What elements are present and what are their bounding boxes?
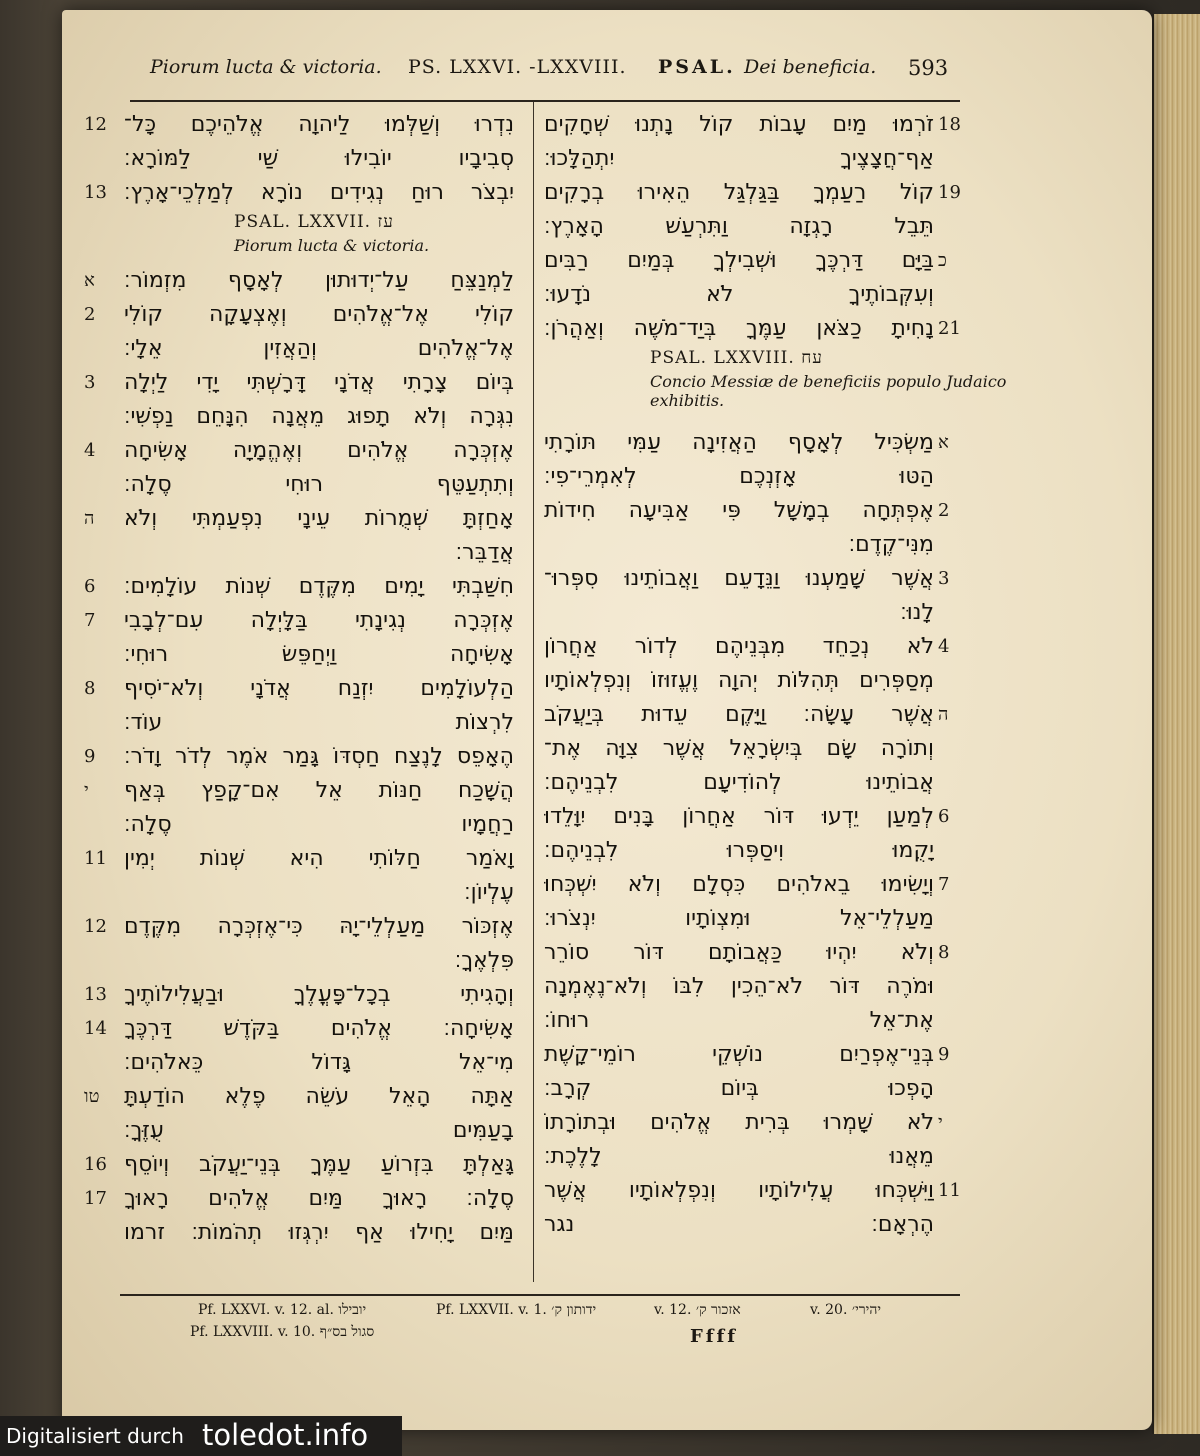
hebrew-line: אַף־חֲצָצֶיךָ יִתְהַלָּכוּ׃ [544, 146, 934, 171]
hebrew-line: הֶאָפֵס לָנֶצַח חַסְדּוֹ גָּמַר אֹמֶר לְדֹר וָדֹר׃ [124, 744, 514, 769]
hebrew-line: בַּיָּם דַּרְכֶּךָ וּשְׁבִילְךָ בְּמַיִם רַבִּים [544, 248, 934, 273]
hebrew-line: לֹא שָׁמְרוּ בְּרִית אֱלֹהִים וּבְתוֹרָתוֹ [544, 1110, 934, 1135]
hebrew-line: הָפְכוּ בְּיוֹם קְרָב׃ [544, 1076, 934, 1101]
verse-number: ה [938, 704, 949, 725]
hebrew-line: יִבְצֹר רוּחַ נְגִידִים נוֹרָא לְמַלְכֵי־אָרֶץ׃ [124, 180, 514, 205]
signature-mark: Ffff [690, 1326, 739, 1347]
hebrew-line: לִרְצוֹת עוֹד׃ [124, 710, 514, 735]
psalm-subtitle: Piorum lucta & victoria. [234, 236, 430, 255]
hebrew-line: קוֹל רַעַמְךָ בַּגַּלְגַּל הֵאִירוּ בְרָקִים [544, 180, 934, 205]
page-edges [1152, 14, 1200, 1434]
hebrew-line: לֹא נְכַחֵד מִבְּנֵיהֶם לְדוֹר אַחֲרוֹן [544, 634, 934, 659]
hebrew-line: גָּאַלְתָּ בִּזְרוֹעַ עַמֶּךָ בְּנֵי־יַעֲקֹב וְיוֹסֵף [124, 1152, 514, 1177]
verse-number: 8 [84, 678, 96, 699]
verse-number: 14 [84, 1018, 107, 1039]
hebrew-line: פִּלְאֶךָ׃ [454, 948, 514, 973]
hebrew-line: לָנוּ׃ [900, 600, 934, 625]
footnote-ps76: Pf. LXXVI. v. 12. al. יובילו [198, 1302, 367, 1318]
hebrew-line: בָעַמִּים עֻזֶּךָ׃ [124, 1118, 514, 1143]
verse-number: 7 [938, 874, 950, 895]
verse-number: 3 [938, 568, 950, 589]
running-head-center: PS. LXXVI. -LXXVIII. [408, 56, 627, 78]
hebrew-line: עֶלְיוֹן׃ [464, 880, 514, 905]
hebrew-line: הַטּוּ אָזְנְכֶם לְאִמְרֵי־פִי׃ [544, 464, 934, 489]
digitization-watermark [0, 1416, 402, 1456]
verse-number: 9 [84, 746, 96, 767]
hebrew-line: וְלֹא יִהְיוּ כַּאֲבוֹתָם דּוֹר סוֹרֵר [544, 940, 934, 965]
page-number: 593 [908, 56, 949, 80]
verse-number: 6 [84, 576, 96, 597]
verse-number: 21 [938, 318, 961, 339]
hebrew-line: רַחֲמָיו סֶלָה׃ [124, 812, 514, 837]
hebrew-line: וְתִתְעַטֵּף רוּחִי סֶלָה׃ [124, 472, 514, 497]
column-divider [533, 102, 534, 1282]
hebrew-line: אָחַזְתָּ שְׁמֻרוֹת עֵינָי נִפְעַמְתִּי וְלֹא [124, 506, 514, 531]
hebrew-line: וְעִקְּבוֹתֶיךָ לֹא נֹדָעוּ׃ [544, 282, 934, 307]
verse-number: 13 [84, 182, 107, 203]
hebrew-line: זֹרְמוּ מַיִם עָבוֹת קוֹל נָתְנוּ שְׁחָקִים [544, 112, 934, 137]
verse-number: 17 [84, 1188, 107, 1209]
watermark-site: toledot.info [202, 1418, 369, 1452]
watermark-prefix: Digitalisiert durch [6, 1424, 184, 1448]
hebrew-line: אֶזְכּוֹר מַעַלְלֵי־יָהּ כִּי־אֶזְכְּרָה מִקֶּדֶם [124, 914, 514, 939]
verse-number: 6 [938, 806, 950, 827]
hebrew-line: אֲשֶׁר שָׁמַעְנוּ וַנֵּדָעֵם וַאֲבוֹתֵינוּ סִפְּרוּ־ [544, 566, 934, 591]
hebrew-line: בְּיוֹם צָרָתִי אֲדֹנָי דָּרָשְׁתִּי יָדִי לַיְלָה [124, 370, 514, 395]
running-head-psal: PSAL. [658, 56, 736, 78]
hebrew-line: מֵאֲנוּ לָלֶכֶת׃ [544, 1144, 934, 1169]
hebrew-line: אֲבוֹתֵינוּ לְהוֹדִיעָם לִבְנֵיהֶם׃ [544, 770, 934, 795]
hebrew-line: וּמֹרֶה דּוֹר לֹא־הֵכִין לִבּוֹ וְלֹא־נֶאֶמְנָה [544, 974, 934, 999]
hebrew-line: אֶזְכְּרָה נְגִינָתִי בַּלָּיְלָה עִם־לְבָבִי [124, 608, 514, 633]
hebrew-line: וְיָשִׂימוּ בֵאלֹהִים כִּסְלָם וְלֹא יִשְׁכְּחוּ [544, 872, 934, 897]
hebrew-line: מִי־אֵל גָּדוֹל כֵּאלֹהִים׃ [124, 1050, 514, 1075]
hebrew-line: לַמְנַצֵּחַ עַל־יְדוּתוּן לְאָסָף מִזְמוֹר׃ [124, 268, 514, 293]
psalm-subtitle: Concio Messiæ de beneficiis populo Judaico exhibitis. [650, 372, 1007, 410]
hebrew-line: אֲדַבֵּר׃ [455, 540, 514, 565]
hebrew-line: נִדְרוּ וְשַׁלְּמוּ לַיהוָה אֱלֹהֵיכֶם כָּל־ [124, 112, 514, 137]
hebrew-line: אֲשֶׁר עָשָׂה׃ וַיָּקֶם עֵדוּת בְּיַעֲקֹב [544, 702, 934, 727]
verse-number: 12 [84, 114, 107, 135]
hebrew-line: סֶלָה׃ רָאוּךָ מַּיִם אֱלֹהִים רָאוּךָ [124, 1186, 514, 1211]
hebrew-line: הֶרְאָם׃ נגר [544, 1212, 934, 1237]
hebrew-line: וְהָגִיתִי בְכָל־פָּעֳלֶךָ וּבַעֲלִילוֹתֶיךָ [124, 982, 514, 1007]
hebrew-line: אֶפְתְּחָה בְמָשָׁל פִּי אַבִּיעָה חִידוֹת [544, 498, 934, 523]
verse-number: 12 [84, 916, 107, 937]
hebrew-line: לְמַעַן יֵדְעוּ דּוֹר אַחֲרוֹן בָּנִים יִוָּלֵדוּ [544, 804, 934, 829]
hebrew-line: אָשִׂיחָה׃ אֱלֹהִים בַּקֹּדֶשׁ דַּרְכֶּךָ [124, 1016, 514, 1041]
hebrew-line: אָשִׂיחָה וַיְחַפֵּשׂ רוּחִי׃ [124, 642, 514, 667]
verse-number: ה [84, 508, 95, 529]
hebrew-line: אֶת־אֵל רוּחוֹ׃ [544, 1008, 934, 1033]
hebrew-line: אַתָּה הָאֵל עֹשֵׂה פֶלֶא הוֹדַעְתָּ [124, 1084, 514, 1109]
psalm-heading: PSAL. LXXVII. עז [234, 212, 394, 232]
verse-number: י [938, 1112, 943, 1133]
hebrew-line: נִגְּרָה וְלֹא תָפוּג מֵאֲנָה הִנָּחֵם נַפְשִׁי׃ [124, 404, 514, 429]
hebrew-line: וָאֹמַר חַלּוֹתִי הִיא שְׁנוֹת יְמִין [124, 846, 514, 871]
verse-number: כ [938, 250, 947, 271]
psalm-heading: PSAL. LXXVIII. עח [650, 348, 823, 368]
verse-number: 3 [84, 372, 96, 393]
hebrew-line: מִנִּי־קֶדֶם׃ [848, 532, 934, 557]
footnote-ps77-v20: v. 20. יהירי׳ [810, 1302, 882, 1318]
footnote-rule [120, 1294, 960, 1296]
hebrew-line: חִשַּׁבְתִּי יָמִים מִקֶּדֶם שְׁנוֹת עוֹלָמִים׃ [124, 574, 514, 599]
running-head-right: Dei beneficia. [744, 56, 877, 78]
hebrew-line: הַלְעוֹלָמִים יִזְנַח אֲדֹנָי וְלֹא־יֹסִיף [124, 676, 514, 701]
hebrew-line: אֶל־אֱלֹהִים וְהַאֲזִין אֵלָי׃ [124, 336, 514, 361]
footnotes [190, 1302, 990, 1372]
footnote-ps77-v12: v. 12. אזכור ק׳ [654, 1302, 741, 1318]
footnote-ps77-v1: Pf. LXXVII. v. 1. ידותון ק׳ [436, 1302, 597, 1318]
verse-number: 9 [938, 1044, 950, 1065]
verse-number: 13 [84, 984, 107, 1005]
verse-number: טו [84, 1086, 100, 1107]
running-head [150, 56, 950, 90]
verse-number: 11 [84, 848, 107, 869]
footnote-ps78: Pf. LXXVIII. v. 10. סגול בס״ף [190, 1324, 375, 1340]
hebrew-line: קוֹלִי אֶל־אֱלֹהִים וְאֶצְעָקָה קוֹלִי [124, 302, 514, 327]
hebrew-line: מַעַלְלֵי־אֵל וּמִצְוֹתָיו יִנְצֹרוּ׃ [544, 906, 934, 931]
hebrew-line: מְסַפְּרִים תְּהִלּוֹת יְהוָה וֶעֱזוּזוֹ וְנִפְלְאוֹתָיו [544, 668, 934, 693]
verse-number: 16 [84, 1154, 107, 1175]
verse-number: א [938, 432, 949, 453]
hebrew-line: מַשְׂכִּיל לְאָסָף הַאֲזִינָה עַמִּי תּוֹרָתִי [544, 430, 934, 455]
hebrew-line: וַיִּשְׁכְּחוּ עֲלִילוֹתָיו וְנִפְלְאוֹתָיו אֲשֶׁר [544, 1178, 934, 1203]
verse-number: י [84, 780, 89, 801]
verse-number: 11 [938, 1180, 961, 1201]
verse-number: 18 [938, 114, 961, 135]
verse-number: 4 [84, 440, 96, 461]
hebrew-line: תֵּבֵל רָגְזָה וַתִּרְעַשׁ הָאָרֶץ׃ [544, 214, 934, 239]
hebrew-line: יָקֻמוּ וִיסַפְּרוּ לִבְנֵיהֶם׃ [544, 838, 934, 863]
hebrew-line: נָחִיתָ כַצֹּאן עַמֶּךָ בְּיַד־מֹשֶׁה וְאַהֲרֹן׃ [544, 316, 934, 341]
verse-number: 2 [938, 500, 950, 521]
hebrew-line: הֲשָׁכַח חַנּוֹת אֵל אִם־קָפַץ בְּאַף [124, 778, 514, 803]
verse-number: 8 [938, 942, 950, 963]
verse-number: 4 [938, 636, 950, 657]
running-head-left: Piorum lucta & victoria. [150, 56, 382, 78]
verse-number: 2 [84, 304, 96, 325]
hebrew-line: אֶזְכְּרָה אֱלֹהִים וְאֶהֱמָיָה אָשִׂיחָה [124, 438, 514, 463]
header-rule [130, 100, 960, 102]
hebrew-line: מַּיִם יָחִילוּ אַף יִרְגְּזוּ תְהֹמוֹת׃ זרמו [124, 1220, 514, 1245]
hebrew-line: בְּנֵי־אֶפְרַיִם נוֹשְׁקֵי רוֹמֵי־קָשֶׁת [544, 1042, 934, 1067]
hebrew-line: וְתוֹרָה שָׂם בְּיִשְׂרָאֵל אֲשֶׁר צִוָּה אֶת־ [544, 736, 934, 761]
hebrew-line: סְבִיבָיו יוֹבִילוּ שַׁי לַמּוֹרָא׃ [124, 146, 514, 171]
verse-number: 19 [938, 182, 961, 203]
verse-number: א [84, 270, 95, 291]
verse-number: 7 [84, 610, 96, 631]
